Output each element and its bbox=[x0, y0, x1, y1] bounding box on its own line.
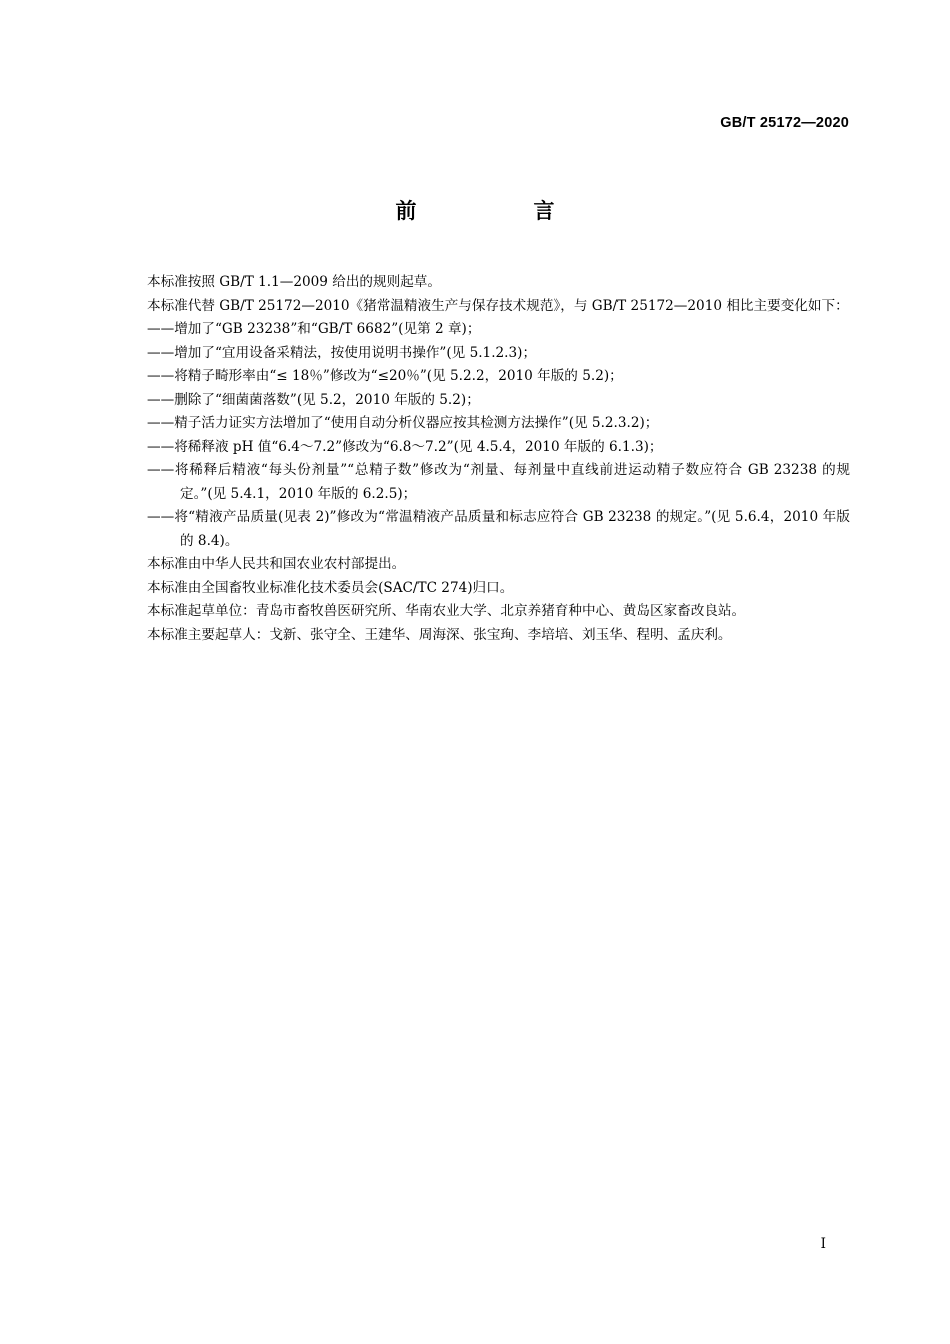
change-item: ——将“精液产品质量(见表 2)”修改为“常温精液产品质量和标志应符合 GB 23238 的规定。”(见 5.6.4，2010 年版的 8.4)。 bbox=[147, 509, 850, 549]
paragraph-drafting-units: 本标准起草单位：青岛市畜牧兽医研究所、华南农业大学、北京养猪育种中心、黄岛区家畜改良站。 bbox=[147, 603, 746, 619]
page-title: 前 言 bbox=[395, 199, 603, 223]
paragraph-proposed-by: 本标准由中华人民共和国农业农村部提出。 bbox=[147, 556, 406, 572]
paragraph-drafting-rules: 本标准按照 GB/T 1.1—2009 给出的规则起草。 bbox=[147, 274, 441, 290]
change-item: ——增加了“GB 23238”和“GB/T 6682”(见第 2 章)； bbox=[147, 321, 481, 337]
paragraph-drafters: 本标准主要起草人：戈新、张守全、王建华、周海深、张宝珣、李培培、刘玉华、程明、孟庆利。 bbox=[147, 626, 732, 643]
change-item: ——将精子畸形率由“≤ 18％”修改为“≤20％”(见 5.2.2，2010 年版的 5.2)； bbox=[147, 368, 623, 384]
page-number: I bbox=[820, 1236, 826, 1252]
foreword-body bbox=[113, 271, 850, 647]
change-item: ——将稀释后精液“每头份剂量”“总精子数”修改为“剂量、每剂量中直线前进运动精子数应符合 GB 23238 的规定。”(见 5.4.1，2010 年版的 6.2.5)； bbox=[147, 462, 850, 502]
standard-number: GB/T 25172—2020 bbox=[720, 115, 849, 131]
change-item: ——精子活力证实方法增加了“使用自动分析仪器应按其检测方法操作”(见 5.2.3.2)； bbox=[147, 415, 659, 431]
change-item: ——增加了“宜用设备采精法，按使用说明书操作”(见 5.1.2.3)； bbox=[147, 344, 537, 361]
paragraph-replacement: 本标准代替 GB/T 25172—2010《猪常温精液生产与保存技术规范》，与 GB/T 25172—2010 相比主要变化如下： bbox=[147, 297, 849, 314]
change-item: ——将稀释液 pH 值“6.4～7.2”修改为“6.8～7.2”(见 4.5.4，2010 年版的 6.1.3)； bbox=[147, 438, 663, 455]
paragraph-centralized-by: 本标准由全国畜牧业标准化技术委员会(SAC/TC 274)归口。 bbox=[147, 579, 514, 596]
change-item: ——删除了“细菌菌落数”(见 5.2，2010 年版的 5.2)； bbox=[147, 391, 480, 408]
